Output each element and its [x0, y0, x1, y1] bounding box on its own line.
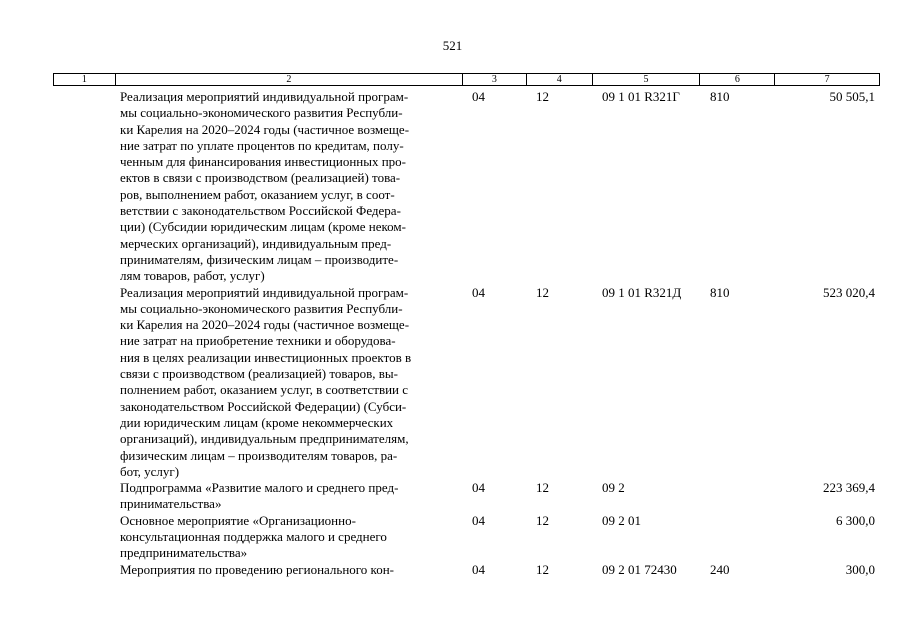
description-line: ние затрат по уплате процентов по кредитам, полу-	[120, 137, 404, 153]
amount-cell: 6 300,0	[836, 512, 875, 528]
description-line: организаций), индивидуальным предпринимателям,	[120, 431, 409, 447]
expense-type-cell: 810	[710, 89, 730, 104]
description-line: ветствии с законодательством Российской Федера-	[120, 203, 401, 219]
section-cell: 04	[472, 284, 485, 300]
description-line: Реализация мероприятий индивидуальной програм-	[120, 89, 409, 104]
column-header-6: 6	[700, 74, 775, 85]
column-header-7: 7	[824, 74, 830, 85]
table-row	[53, 562, 880, 578]
description-line: ки Карелия на 2020–2024 годы (частичное возмеще-	[120, 121, 410, 137]
subsection-cell: 12	[536, 561, 549, 577]
target-article-cell: 09 1 01 R321Д	[602, 284, 682, 300]
amount-cell: 50 505,1	[829, 89, 875, 104]
description-line: предпринимательства»	[120, 545, 248, 561]
row-number-cell	[53, 480, 115, 513]
description-line: принимательства»	[120, 496, 222, 512]
description-line: Основное мероприятие «Организационно-	[120, 512, 356, 528]
description-line: ченным для финансирования инвестиционных про-	[120, 154, 407, 170]
amount-cell: 300,0	[845, 561, 875, 577]
column-header-2: 2	[116, 74, 463, 85]
target-article-cell: 09 2 01 72430	[602, 561, 677, 577]
amount-cell: 223 369,4	[823, 480, 875, 496]
column-header-4: 4	[527, 74, 593, 85]
description-line: лям товаров, работ, услуг)	[120, 268, 265, 284]
expense-type-cell: 240	[710, 561, 730, 577]
table-row	[53, 89, 880, 285]
column-header-5: 5	[593, 74, 701, 85]
row-description	[115, 285, 463, 481]
row-number-cell	[53, 562, 115, 578]
description-line: ние затрат на приобретение техники и оборудова-	[120, 333, 396, 349]
subsection-cell: 12	[536, 284, 549, 300]
description-line: законодательством Российской Федерации) (Субси-	[120, 398, 407, 414]
section-cell: 04	[472, 480, 485, 496]
description-line: мерческих организаций), индивидуальным пред-	[120, 235, 392, 251]
row-description	[115, 562, 463, 578]
section-cell: 04	[472, 512, 485, 528]
target-article-cell: 09 2 01	[602, 512, 641, 528]
table-row	[53, 480, 880, 513]
table-body	[53, 89, 880, 578]
row-description	[115, 513, 463, 562]
row-number-cell	[53, 285, 115, 481]
description-line: ров, выполнением работ, оказанием услуг, в соот-	[120, 186, 395, 202]
description-line: мы социально-экономического развития Республи-	[120, 300, 403, 316]
row-description	[115, 480, 463, 513]
expense-type-cell	[701, 513, 776, 562]
description-line: физическим лицам – производителям товаров, ра-	[120, 447, 398, 463]
target-article-cell: 09 1 01 R321Г	[602, 89, 680, 104]
description-line: ки Карелия на 2020–2024 годы (частичное возмеще-	[120, 317, 410, 333]
description-line: Подпрограмма «Развитие малого и среднего пред-	[120, 480, 399, 496]
expense-type-cell	[701, 480, 776, 513]
row-description	[115, 89, 463, 285]
description-line: Мероприятия по проведению регионального кон-	[120, 561, 394, 577]
description-line: связи с производством (реализацией) товаров, вы-	[120, 366, 398, 382]
description-line: ния в целях реализации инвестиционных проектов в	[120, 349, 412, 365]
description-line: дии юридическим лицам (кроме некоммерческих	[120, 414, 394, 430]
description-line: ции) (Субсидии юридическим лицам (кроме неком-	[120, 219, 406, 235]
description-line: бот, услуг)	[120, 463, 180, 479]
table-row	[53, 513, 880, 562]
description-line: полнением работ, оказанием услуг, в соответствии с	[120, 382, 409, 398]
target-article-cell: 09 2	[602, 480, 625, 496]
table-row	[53, 285, 880, 481]
page-number: 521	[442, 38, 463, 53]
column-header-1: 1	[54, 74, 116, 85]
expense-type-cell: 810	[710, 284, 730, 300]
description-line: консультационная поддержка малого и среднего	[120, 529, 387, 545]
subsection-cell: 12	[536, 512, 549, 528]
table-header	[53, 73, 880, 86]
description-line: ектов в связи с производством (реализацией) това-	[120, 170, 401, 186]
row-number-cell	[53, 513, 115, 562]
section-cell: 04	[472, 561, 485, 577]
amount-cell: 523 020,4	[823, 284, 875, 300]
section-cell: 04	[472, 89, 485, 104]
description-line: принимателям, физическим лицам – производите-	[120, 251, 399, 267]
description-line: Реализация мероприятий индивидуальной програм-	[120, 284, 409, 300]
description-line: мы социально-экономического развития Республи-	[120, 105, 403, 121]
column-header-3: 3	[463, 74, 527, 85]
row-number-cell	[53, 89, 115, 285]
subsection-cell: 12	[536, 480, 549, 496]
subsection-cell: 12	[536, 89, 549, 104]
